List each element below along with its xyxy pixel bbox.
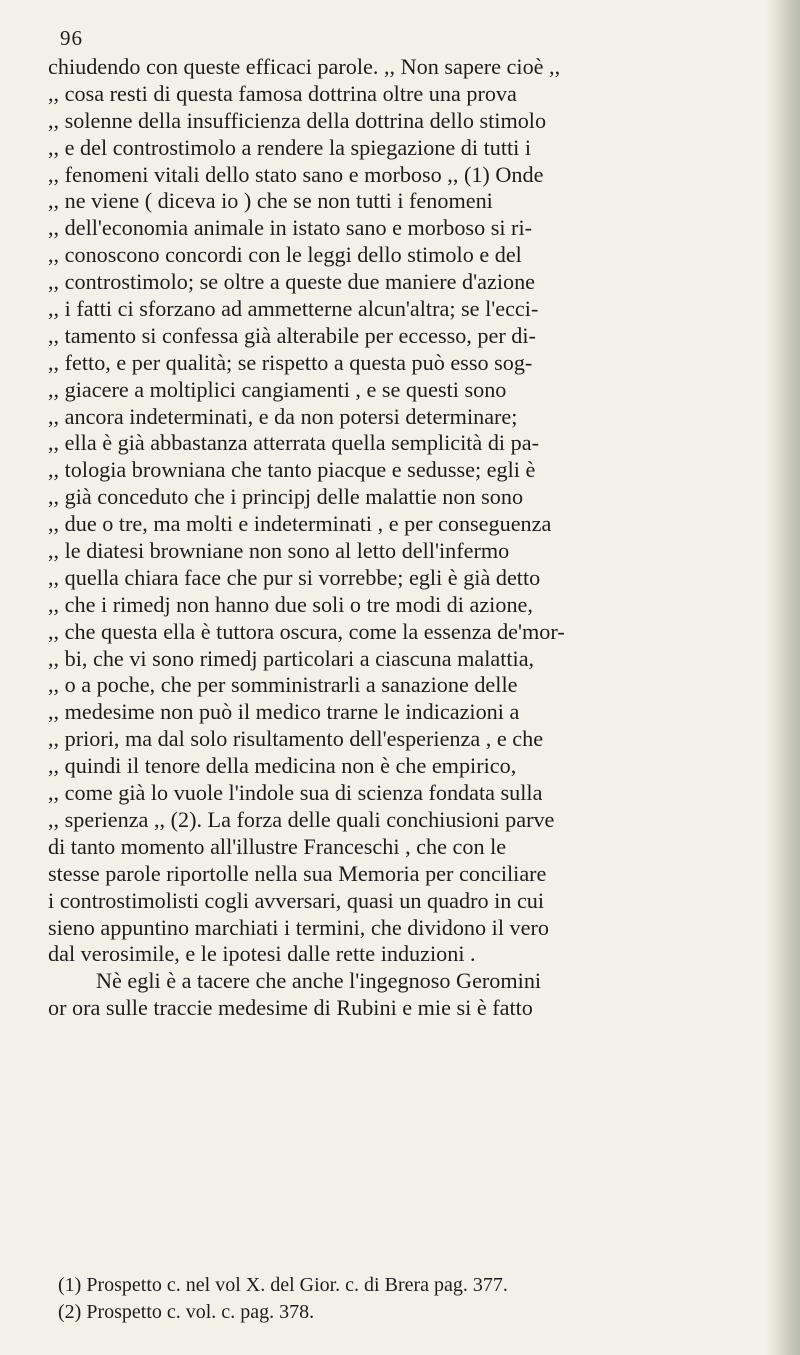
page-number: 96	[60, 26, 83, 50]
text-line: ,, ne viene ( diceva io ) che se non tutti i fenomeni	[48, 188, 493, 214]
text-line: ,, quella chiara face che pur si vorrebbe; egli è già detto	[48, 564, 541, 590]
text-line: ,, o a poche, che per somministrarli a sanazione delle	[48, 672, 518, 698]
text-line: ,, fenomeni vitali dello stato sano e morboso ,, (1) Onde	[48, 161, 544, 187]
text-line: ,, bi, che vi sono rimedj particolari a ciascuna malattia,	[48, 645, 535, 671]
text-line: or ora sulle traccie medesime di Rubini e mie si è fatto	[48, 995, 533, 1021]
footnote-2: (2) Prospetto c. vol. c. pag. 378.	[58, 1301, 315, 1323]
text-line: ,, dell'economia animale in istato sano e morboso si ri-	[48, 215, 532, 241]
text-line: dal verosimile, e le ipotesi dalle rette induzioni .	[48, 941, 476, 967]
text-line: ,, quindi il tenore della medicina non è che empirico,	[48, 753, 517, 779]
text-line: ,, tologia browniana che tanto piacque e sedusse; egli è	[48, 457, 536, 483]
footnotes	[58, 1272, 758, 1326]
text-line: i controstimolisti cogli avversari, quasi un quadro in cui	[48, 887, 545, 913]
text-line: ,, medesime non può il medico trarne le indicazioni a	[48, 699, 520, 725]
body-text	[48, 54, 760, 1022]
text-line: ,, solenne della insufficienza della dottrina dello stimolo	[48, 107, 547, 133]
text-line: ,, che i rimedj non hanno due soli o tre modi di azione,	[48, 591, 533, 617]
text-line: ,, le diatesi browniane non sono al letto dell'infermo	[48, 538, 510, 564]
text-line: chiudendo con queste efficaci parole. ,, Non sapere cioè ,,	[48, 54, 561, 79]
text-line: ,, ella è già abbastanza atterrata quella semplicità di pa-	[48, 430, 539, 456]
text-line: ,, cosa resti di questa famosa dottrina oltre una prova	[48, 80, 517, 106]
text-line: ,, giacere a moltiplici cangiamenti , e se questi sono	[48, 376, 507, 402]
text-line: ,, e del controstimolo a rendere la spiegazione di tutti i	[48, 134, 532, 160]
text-line: di tanto momento all'illustre Franceschi , che con le	[48, 833, 507, 859]
footnote-1: (1) Prospetto c. nel vol X. del Gior. c. di Brera pag. 377.	[58, 1274, 508, 1296]
text-line: ,, due o tre, ma molti e indeterminati , e per conseguenza	[48, 511, 552, 537]
paragraph-start-line: Nè egli è a tacere che anche l'ingegnoso Geromini	[96, 968, 542, 994]
text-line: ,, i fatti ci sforzano ad ammetterne alcun'altra; se l'ecci-	[48, 296, 539, 322]
text-line: sieno appuntino marchiati i termini, che dividono il vero	[48, 914, 549, 940]
text-line: ,, tamento si confessa già alterabile per eccesso, per di-	[48, 322, 536, 348]
text-line: ,, fetto, e per qualità; se rispetto a questa può esso sog-	[48, 349, 533, 375]
text-line: ,, sperienza ,, (2). La forza delle quali conchiusioni parve	[48, 806, 555, 832]
text-line: ,, già conceduto che i principj delle malattie non sono	[48, 484, 524, 510]
text-line: ,, controstimolo; se oltre a queste due maniere d'azione	[48, 269, 536, 295]
text-line: ,, come già lo vuole l'indole sua di scienza fondata sulla	[48, 780, 543, 806]
text-line: ,, che questa ella è tuttora oscura, come la essenza de'mor-	[48, 618, 565, 644]
text-line: ,, ancora indeterminati, e da non potersi determinare;	[48, 403, 518, 429]
page-edge-shadow	[766, 0, 800, 1355]
text-line: stesse parole riportolle nella sua Memoria per conciliare	[48, 860, 547, 886]
text-line: ,, conoscono concordi con le leggi dello stimolo e del	[48, 242, 522, 268]
text-line: ,, priori, ma dal solo risultamento dell'esperienza , e che	[48, 726, 544, 752]
